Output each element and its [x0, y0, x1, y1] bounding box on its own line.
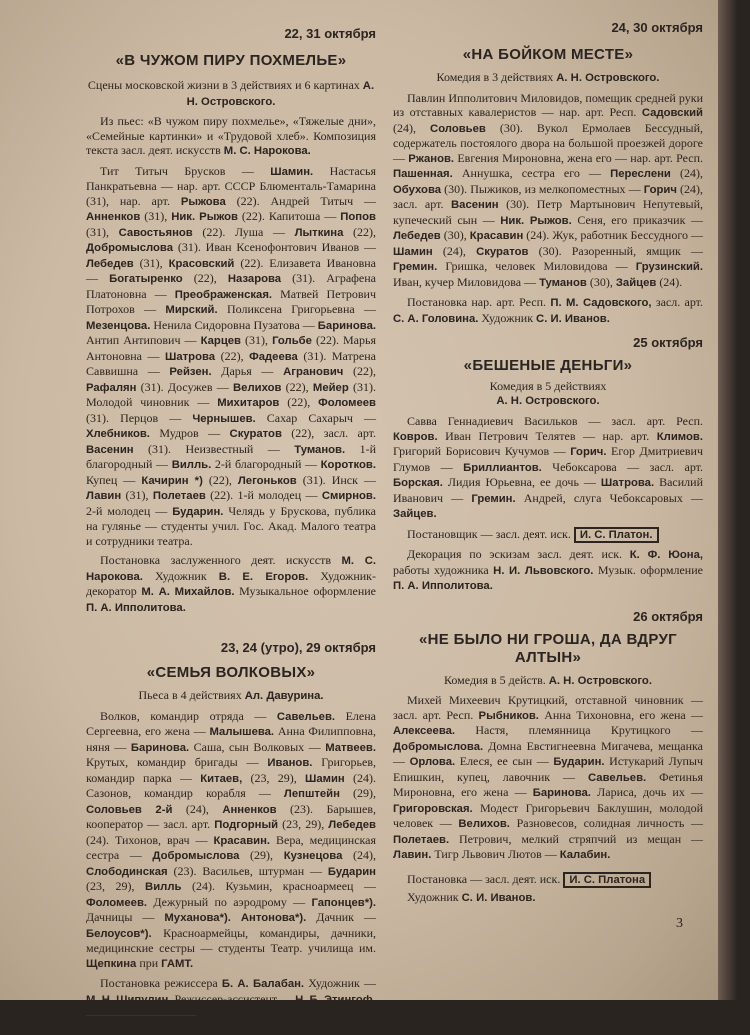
performer-name: Обухова: [393, 183, 442, 196]
performer-name: Бриллиантов.: [463, 461, 542, 474]
performer-name: Преображенская.: [174, 288, 273, 301]
performer-name: Фадеева: [249, 350, 298, 363]
text-run: Настасья Панкратьевна — нар. арт. СССР: [86, 163, 377, 193]
text-run: (22). Луша —: [192, 224, 295, 239]
performer-name: Н. И. Львовского.: [493, 564, 594, 577]
performer-name: Баринова.: [532, 787, 591, 799]
text-run: (31). Досужев —: [136, 379, 234, 394]
performer-name: Ковров.: [393, 430, 438, 443]
performer-name: Щепкина: [86, 957, 137, 970]
play5-cast: [393, 693, 703, 863]
performer-name: Вилль.: [171, 459, 212, 471]
performer-name: Добромыслова: [152, 850, 240, 862]
text-run: Блюменталь-Тамарина: [259, 179, 376, 193]
performer-name: Пашенная.: [393, 168, 453, 180]
performer-name: Рафалян: [86, 381, 137, 394]
text-run: Тит Титыч Брусков —: [100, 163, 271, 178]
text-run: Волков, командир отряда —: [100, 708, 277, 723]
text-run: Дачницы —: [86, 910, 165, 924]
boxed-director-name: И. С. Платон.: [574, 527, 659, 543]
text-run: (22),: [202, 472, 238, 487]
text-run: (22). Андрей Титыч —: [225, 193, 376, 208]
text-run: (24). Кузьмин, красноармеец —: [181, 879, 376, 893]
text-run: Дарья —: [211, 364, 284, 378]
text-run: (22). Капитоша —: [237, 209, 341, 223]
text-run: (22). Елизавета Ивановна —: [86, 255, 376, 285]
performer-name: Белоусов*).: [86, 927, 152, 940]
text-run: Декорация по эскизам засл. деят. иск.: [407, 547, 630, 561]
text-run: (31). Молодой чиновник —: [86, 379, 376, 409]
performer-name: Грузинский.: [635, 261, 703, 273]
performer-name: Шамин: [393, 245, 433, 258]
text-run: Купец —: [86, 472, 142, 487]
performer-name: Ник. Рыжов: [171, 211, 238, 223]
text-run: Модест Григорьевич Баклушин, молодой человек —: [393, 800, 703, 830]
text-run: засл. арт.: [651, 295, 704, 309]
performer-name: Туманов.: [294, 443, 346, 456]
performer-name: Савельев.: [276, 710, 336, 723]
play4-date: 25 октября: [633, 335, 703, 350]
text-run: Домна Евстигнеевна Мигачева, мещанка —: [393, 738, 703, 768]
performer-name: Лавин: [86, 490, 122, 502]
text-run: (31),: [86, 224, 119, 239]
text-run: Постановка нар. арт. Респ.: [407, 295, 551, 309]
performer-name: Китаев,: [200, 772, 243, 785]
text-run: Дежурный по аэродрому —: [147, 894, 312, 909]
left-column: [86, 0, 376, 1035]
performer-name: Орлова.: [409, 756, 456, 768]
performer-name: Шатрова.: [600, 477, 655, 489]
page-number: 3: [676, 915, 683, 931]
text-run: Дачник —: [306, 910, 376, 924]
performer-name: Гремин.: [393, 261, 438, 273]
text-run: Художник: [142, 568, 219, 583]
text-run: Иван, кучер Миловидова —: [393, 274, 540, 289]
text-run: Художник-декоратор: [86, 568, 376, 598]
text-run: (23, 29),: [86, 879, 146, 893]
text-run: Андрей, слуга Чебоксаровых —: [515, 490, 704, 505]
performer-name: Лепштейн: [283, 788, 340, 800]
performer-name: П. А. Ипполитова.: [86, 601, 186, 614]
performer-name: Добромыслова: [86, 242, 174, 254]
performer-name: Шатрова: [165, 350, 216, 363]
performer-name: Бударин: [327, 865, 376, 878]
text-run: Истукарий Лупыч Епишкин, купец, лавочник —: [393, 754, 703, 784]
play2-cast: [86, 709, 376, 972]
performer-name: Чернышев.: [192, 412, 256, 425]
performer-name: Хлебников.: [86, 428, 150, 440]
text-run: (31). Аграфена Платоновна —: [86, 271, 376, 301]
play2-footnote: *) Студ. уч. ГАМТ.: [100, 1020, 196, 1034]
text-run: Поликсена Григорьевна —: [217, 302, 377, 316]
text-run: Комедия в 3 действиях: [436, 70, 557, 84]
text-run: Саша, сын Волковых —: [189, 739, 326, 754]
performer-name: Шамин: [304, 772, 345, 785]
text-run: (24),: [342, 848, 376, 862]
performer-name: Мирский.: [165, 304, 218, 316]
text-run: (24). Жук, работник Бессудного —: [523, 228, 703, 242]
text-run: (30). Вукол Ермолаев Бессудный, содержатель постоялого двора на большой проезжей дороге —: [393, 120, 704, 165]
performer-name: Красавин.: [213, 834, 271, 847]
performer-name: Красавин: [469, 230, 524, 242]
play4-credits: [393, 547, 703, 594]
performer-name: Мезенцова.: [86, 319, 151, 332]
performer-name: Ал. Давурина.: [244, 690, 324, 702]
performer-name: Кузнецова: [283, 850, 343, 862]
play3-credits: [393, 295, 703, 326]
text-run: Постановка — засл. деят. иск.: [407, 871, 564, 886]
performer-name: Полетаев: [152, 490, 206, 502]
performer-name: С. И. Иванов.: [461, 892, 536, 904]
text-run: Павлин Ипполитович Миловидов, помещик средней руки из отставных кавалеристов — нар. арт. Респ.: [393, 90, 703, 119]
play2-subtitle: [86, 688, 376, 704]
performer-name: В. Е. Егоров.: [218, 570, 309, 583]
text-run: (24),: [670, 166, 703, 180]
text-run: (24),: [172, 801, 223, 816]
performer-name: Анненков: [222, 803, 277, 816]
text-run: Савва Геннадиевич Васильков — засл. арт. Респ.: [407, 414, 703, 428]
text-run: Крутых, командир бригады —: [86, 755, 268, 769]
text-run: (30). Пыжиков, из мелкопоместных —: [441, 181, 644, 196]
play5-director: [393, 872, 703, 888]
performer-name: Велихов: [233, 381, 282, 394]
performer-name: Григоровская.: [393, 802, 473, 815]
text-run: (30). Разоренный, ямщик —: [528, 243, 703, 258]
text-run: (31). Матрена Саввишна —: [86, 348, 376, 378]
play4-cast: [393, 414, 703, 522]
performer-name: Добромыслова.: [393, 740, 484, 753]
text-run: (31),: [140, 209, 172, 223]
text-run: (30),: [440, 228, 470, 242]
performer-name: Баринова.: [317, 319, 376, 332]
performer-name: Назарова: [227, 273, 282, 285]
performer-name: Гапонцев*).: [311, 896, 376, 909]
text-run: Художник: [407, 890, 462, 904]
performer-name: Савельев.: [588, 771, 647, 784]
performer-name: Коротков.: [320, 459, 376, 471]
right-column: [393, 0, 703, 932]
text-run: Художник —: [304, 976, 376, 990]
text-run: Евгения Мироновна, жена его — нар. арт. Респ.: [454, 150, 703, 165]
performer-name: Скуратов: [476, 245, 529, 258]
text-run: 1-й благородный —: [86, 441, 377, 471]
performer-name: Малышева.: [209, 726, 275, 738]
performer-name: Климов.: [656, 430, 703, 443]
text-run: Режиссер-ассистент —: [171, 991, 296, 1006]
performer-name: Скуратов: [229, 428, 282, 440]
text-run: Анна Филипповна, няня —: [86, 724, 376, 754]
performer-name: Фоломеев: [318, 397, 376, 409]
text-run: Музык. оформление: [593, 562, 703, 577]
text-run: (22), засл. арт.: [281, 426, 377, 440]
text-run: (22),: [279, 395, 319, 409]
text-run: Художник: [478, 310, 537, 325]
text-run: (24), засл. арт.: [393, 181, 704, 211]
text-run: (31),: [121, 488, 153, 502]
play5-subtitle: [393, 673, 703, 689]
text-run: (29),: [239, 848, 284, 862]
text-run: Вера, медицинская сестра —: [86, 832, 377, 862]
text-run: Иван Петрович Телятев — нар. арт.: [437, 428, 657, 443]
text-run: Сеня, его приказчик —: [571, 212, 703, 227]
text-run: Челядь у Брускова, публика на гулянье — студенты учил. Гос. Акад. Малого театра и сотрудники театра.: [86, 503, 377, 548]
text-run: (31). Перцов —: [86, 410, 193, 425]
performer-name: Попов: [340, 211, 376, 223]
performer-name: П. А. Ипполитова.: [393, 580, 493, 592]
play1-cast: [86, 164, 376, 549]
text-run: Фетинья Мироновна, его жена —: [393, 769, 704, 799]
text-run: Григорий Борисович Кучумов —: [393, 444, 571, 458]
text-run: (31). Инск —: [296, 472, 376, 487]
performer-name: Зайцев.: [393, 508, 437, 520]
performer-name: Бударин.: [172, 505, 224, 518]
performer-name: А. Н. Островского.: [556, 72, 660, 84]
text-run: (31), нар. арт.: [86, 193, 181, 208]
performer-name: Лебедев: [86, 257, 134, 270]
performer-name: Туманов: [539, 276, 587, 289]
performer-name: Гремин.: [471, 492, 516, 505]
performer-name: Ник. Рыжов.: [500, 214, 572, 227]
text-run: при: [136, 955, 162, 970]
performer-name: Васенин: [451, 199, 499, 211]
performer-name: Муханова*).: [164, 912, 231, 924]
performer-name: Шамин.: [270, 165, 314, 178]
text-run: Петрович, мелкий стряпчий из мещан —: [449, 831, 703, 846]
performer-name: П. М. Садовского,: [550, 297, 652, 309]
text-run: (29),: [339, 786, 376, 800]
text-run: (22). Марья Антоновна —: [86, 333, 376, 363]
text-run: (24).: [656, 274, 683, 289]
text-run: Лидия Юрьевна, ее дочь —: [442, 475, 601, 489]
performer-name: Богатыренко: [109, 273, 183, 285]
text-run: (24). Тихонов, врач —: [86, 832, 214, 847]
text-run: Пьеса в 4 действиях: [138, 688, 245, 702]
text-run: (24),: [432, 243, 477, 258]
play4-subtitle-line2: А. Н. Островского.: [496, 394, 600, 407]
text-run: Постановщик — засл. деят. иск.: [407, 526, 574, 541]
performer-name: Савостьянов: [118, 226, 193, 239]
performer-name: Борская.: [393, 477, 443, 489]
text-run: (24),: [393, 120, 431, 135]
performer-name: Соловьев: [430, 122, 486, 135]
performer-name: Лебедев: [328, 819, 376, 831]
text-run: Ненила Сидоровна Пузатова —: [150, 317, 318, 332]
performer-name: Велихов.: [458, 818, 510, 830]
text-run: работы художника: [393, 562, 494, 577]
play5-date: 26 октября: [633, 608, 703, 624]
play4-subtitle-line1: Комедия в 5 действиях: [489, 379, 607, 393]
footnote-rule: [86, 1015, 196, 1016]
text-run: Григорьев, командир парка —: [86, 755, 376, 785]
text-run: Василий Иванович —: [393, 475, 703, 505]
text-run: Анна Тихоновна, его жена —: [538, 707, 704, 722]
performer-name: Бударин.: [553, 756, 605, 768]
play5-artist: [393, 890, 703, 906]
text-run: (22),: [182, 271, 228, 285]
performer-name: Рыбников.: [478, 709, 539, 722]
performer-name: Михитаров: [217, 397, 280, 409]
performer-name: Садовский: [641, 107, 703, 119]
performer-name: Антонова*).: [240, 912, 307, 924]
performer-name: Рейзен.: [169, 366, 212, 378]
play1-source: [86, 114, 376, 159]
text-run: Комедия в 5 действ.: [444, 672, 549, 687]
performer-name: Гольбе: [272, 335, 312, 347]
text-run: (23). Васильев, штурман —: [167, 863, 328, 878]
text-run: [231, 910, 241, 924]
performer-name: Лебедев: [393, 230, 441, 242]
play5-title: «НЕ БЫЛО НИ ГРОША, ДА ВДРУГ АЛТЫН»: [419, 630, 677, 666]
performer-name: Лавин.: [393, 849, 432, 861]
performer-name: Горич.: [570, 446, 607, 458]
text-run: (22),: [343, 364, 376, 378]
play3-subtitle: [393, 70, 703, 86]
text-run: (31),: [133, 255, 169, 270]
text-run: Сахар Сахарыч —: [255, 410, 377, 425]
performer-name: М. А. Михайлов.: [141, 586, 235, 598]
text-run: Гришка, человек Миловидова —: [437, 259, 636, 273]
performer-name: К. Ф. Юона,: [629, 549, 703, 561]
play3-cast: [393, 91, 703, 291]
performer-name: Горич: [643, 183, 677, 196]
text-run: Матвей Петрович Потрохов —: [86, 286, 376, 316]
play3-title: «НА БОЙКОМ МЕСТЕ»: [462, 46, 634, 63]
play1-date: 22, 31 октября: [284, 26, 376, 41]
text-run: Елена Сергеевна, его жена —: [86, 708, 376, 738]
text-run: Чебоксарова — засл. арт.: [541, 459, 703, 474]
performer-name: С. И. Иванов.: [536, 312, 610, 325]
text-run: (31),: [241, 333, 273, 347]
performer-name: М. Н. Шипулин.: [86, 993, 172, 1006]
text-run: Музыкальное оформление: [234, 584, 377, 598]
text-run: (22). 1-й молодец —: [205, 488, 322, 502]
text-run: Красноармейцы, командиры, дачники, медицинские сестры — студенты Театр. училища им.: [86, 925, 376, 955]
performer-name: Лыткина: [294, 226, 344, 239]
performer-name: Баринова.: [130, 741, 190, 754]
performer-name: Полетаев.: [393, 833, 450, 846]
performer-name: С. А. Головина.: [393, 312, 479, 325]
play1-subtitle: [86, 78, 376, 109]
text-run: (22),: [343, 224, 377, 239]
text-run: 2-й молодец —: [86, 503, 173, 518]
text-run: (23, 29),: [278, 817, 329, 831]
text-run: Елеся, ее сын —: [455, 754, 554, 768]
text-run: Аннушка, сестра его —: [452, 166, 611, 180]
performer-name: Вилль: [145, 881, 182, 893]
text-run: Антип Антипович —: [86, 333, 201, 347]
performer-name: Фоломеев.: [86, 896, 148, 909]
page-edge-shadow: [718, 0, 750, 1000]
play1-title: «В ЧУЖОМ ПИРУ ПОХМЕЛЬЕ»: [115, 52, 347, 69]
performer-name: Зайцев: [615, 276, 657, 289]
performer-name: Рыжова: [180, 195, 226, 208]
performer-name: Легоньков: [237, 474, 297, 487]
performer-name: Васенин: [86, 443, 134, 456]
text-run: (23). Барышев, кооператор — засл. арт.: [86, 801, 376, 831]
text-run: Егор Дмитриевич Глумов —: [393, 444, 703, 474]
text-run: 2-й благородный —: [211, 457, 321, 471]
text-run: (24). Сазонов, командир корабля —: [86, 770, 376, 800]
performer-name: Калабин.: [559, 849, 611, 861]
text-run: Лариса, дочь их —: [590, 785, 703, 799]
performer-name: Мейер: [312, 381, 349, 394]
performer-name: М. С. Нарокова.: [86, 555, 376, 583]
performer-name: Смирнов.: [321, 490, 376, 502]
performer-name: Красовский: [168, 257, 235, 270]
text-run: Михей Михеевич Крутицкий, отставной чиновник — засл. арт. Респ.: [393, 693, 703, 722]
text-run: Из пьес: «В чужом пиру похмелье», «Тяжелые дни», «Семейные картинки» и «Трудовой хлеб». Композиция текста засл. деят. искусств: [86, 114, 376, 157]
performer-name: Карцев: [200, 335, 241, 347]
performer-name: Матвеев.: [325, 741, 376, 754]
performer-name: Агранович: [283, 366, 344, 378]
text-run: (31). Иван Ксенофонтович Иванов —: [173, 240, 376, 254]
text-run: Разновесов, солидная личность —: [509, 816, 703, 830]
performer-name: Анненков: [86, 211, 141, 223]
play2-title: «СЕМЬЯ ВОЛКОВЫХ»: [146, 664, 316, 681]
performer-name: Подгорный: [214, 819, 279, 831]
performer-name: Ржанов.: [408, 152, 455, 165]
performer-name: А. Н. Островского.: [548, 674, 652, 687]
performer-name: Алексеева.: [393, 725, 456, 737]
performer-name: М. С. Нарокова.: [223, 145, 311, 157]
performer-name: Качирин *): [141, 474, 203, 487]
performer-name: Б. А. Балабан.: [221, 978, 305, 990]
text-run: Мудров —: [149, 426, 230, 440]
performer-name: Иванов.: [267, 757, 313, 769]
text-run: (22),: [281, 379, 313, 394]
text-run: Настя, племянница Крутицкого —: [455, 723, 703, 737]
performer-name: Переслени: [610, 168, 671, 180]
boxed-director-name: И. С. Платона: [563, 872, 651, 888]
text-run: Постановка режиссера: [100, 976, 222, 990]
text-run: Тигр Львович Лютов —: [431, 847, 560, 861]
play2-credits: [86, 976, 376, 1007]
text-run: (31). Неизвестный —: [133, 441, 295, 456]
performer-name: Н. Б. Этингоф.: [295, 993, 376, 1006]
play2-date: 23, 24 (утро), 29 октября: [220, 640, 376, 655]
text-run: Постановка заслуженного деят. искусств: [100, 553, 342, 567]
text-run: (22),: [215, 348, 250, 363]
play4-director: [393, 527, 703, 543]
performer-name: Соловьев 2-й: [86, 803, 173, 816]
text-run: (30),: [586, 274, 616, 289]
performer-name: ГАМТ.: [161, 957, 194, 970]
text-run: Сцены московской жизни в 3 действиях и 6 картинах: [87, 78, 363, 92]
play4-title: «БЕШЕНЫЕ ДЕНЬГИ»: [463, 357, 633, 374]
text-run: (30). Петр Мартынович Непутевый, купеческий сын —: [393, 197, 704, 227]
play3-date: 24, 30 октября: [611, 20, 703, 35]
play1-credits: [86, 553, 376, 615]
text-run: (23, 29),: [242, 770, 305, 785]
performer-name: Слободинская: [86, 865, 168, 878]
performer-name: А. Н. Островского.: [186, 80, 375, 108]
